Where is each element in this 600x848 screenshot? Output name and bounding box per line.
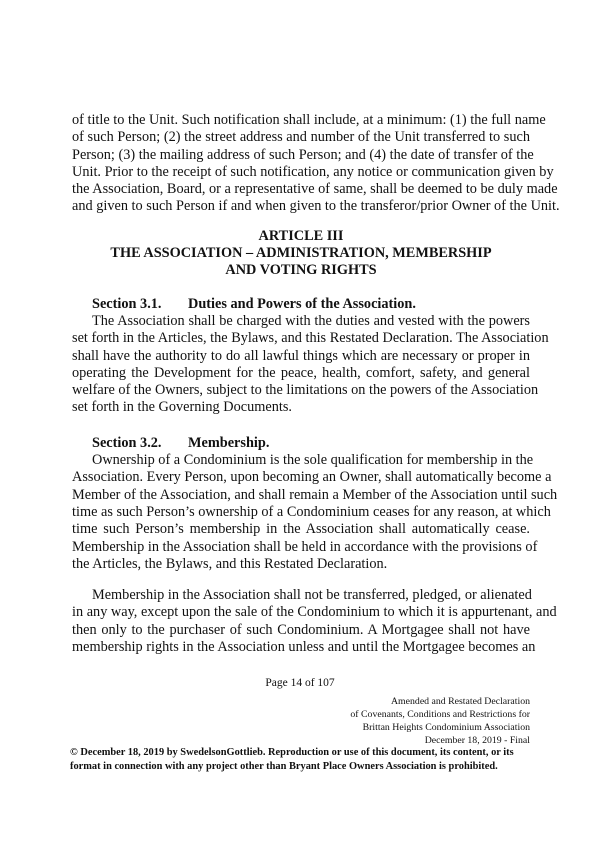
section-number: Section 3.1.: [92, 295, 162, 312]
text-line: the Articles, the Bylaws, and this Restated Declaration.: [72, 555, 388, 572]
text-line: of such Person; (2) the street address and number of the Unit transferred to such: [72, 129, 530, 146]
section-3-1-text: [72, 312, 549, 417]
text-line: Ownership of a Condominium is the sole qualification for membership in the: [92, 452, 534, 469]
text-line: time such Person’s membership in the Association shall automatically cease.: [72, 521, 530, 538]
text-line: in any way, except upon the sale of the Condominium to which it is appurtenant, and: [72, 604, 557, 621]
copyright-notice: © December 18, 2019 by SwedelsonGottlieb. Reproduction or use of this document, its content, or its format in connection with any project other than Bryant Place Owners Association is prohibited.: [70, 747, 514, 772]
document-footer: [350, 695, 530, 747]
text-line: The Association shall be charged with the duties and vested with the powers: [92, 312, 530, 329]
text-line: and given to such Person if and when given to the transferor/prior Owner of the Unit.: [72, 198, 560, 215]
text-line: Association. Every Person, upon becoming an Owner, shall automatically become a: [72, 469, 552, 486]
text-line: shall have the authority to do all lawful things which are necessary or proper in: [72, 347, 530, 364]
section-3-1-heading: [72, 296, 530, 313]
paragraph-notification: [72, 112, 560, 216]
text-line: set forth in the Governing Documents.: [72, 399, 292, 416]
section-3-2-text: [72, 452, 558, 573]
text-line: welfare of the Owners, subject to the limitations on the powers of the Association: [72, 382, 539, 399]
article-number: ARTICLE III: [258, 227, 344, 244]
section-number: Section 3.2.: [92, 434, 162, 451]
section-3-2-heading: [72, 435, 530, 452]
text-line: Unit. Prior to the receipt of such notification, any notice or communication given by: [72, 163, 554, 180]
text-line: then only to the purchaser of such Condominium. A Mortgagee shall not have: [72, 621, 530, 638]
section-3-2-paragraph-2: [72, 587, 557, 656]
footer-line: December 18, 2019 - Final: [424, 735, 530, 746]
footer-line: Brittan Heights Condominium Association: [362, 722, 530, 733]
section-title: Membership.: [188, 434, 270, 451]
text-line: Membership in the Association shall not be transferred, pledged, or alienated: [92, 587, 532, 604]
text-line: Membership in the Association shall be held in accordance with the provisions of: [72, 538, 538, 555]
document-body: [72, 112, 560, 656]
text-line: operating the Development for the peace, health, comfort, safety, and general: [72, 364, 530, 381]
page-number: Page 14 of 107: [265, 677, 335, 689]
text-line: set forth in the Articles, the Bylaws, and this Restated Declaration. The Association: [72, 330, 549, 347]
footer-line: Amended and Restated Declaration: [390, 696, 530, 707]
footer-line: of Covenants, Conditions and Restrictions for: [350, 709, 530, 720]
text-line: time as such Person’s ownership of a Condominium ceases for any reason, at which: [72, 503, 551, 520]
text-line: of title to the Unit. Such notification shall include, at a minimum: (1) the full name: [72, 112, 546, 128]
text-line: membership rights in the Association unless and until the Mortgagee becomes an: [72, 639, 536, 656]
article-title: THE ASSOCIATION – ADMINISTRATION, MEMBERSHIP: [110, 245, 492, 262]
article-heading: [72, 228, 530, 280]
text-line: Member of the Association, and shall remain a Member of the Association until such: [72, 486, 558, 503]
text-line: the Association, Board, or a representative of same, shall be deemed to be duly made: [72, 181, 558, 198]
article-subtitle: AND VOTING RIGHTS: [225, 262, 377, 279]
text-line: Person; (3) the mailing address of such Person; and (4) the date of transfer of the: [72, 146, 534, 163]
section-title: Duties and Powers of the Association.: [188, 295, 416, 312]
